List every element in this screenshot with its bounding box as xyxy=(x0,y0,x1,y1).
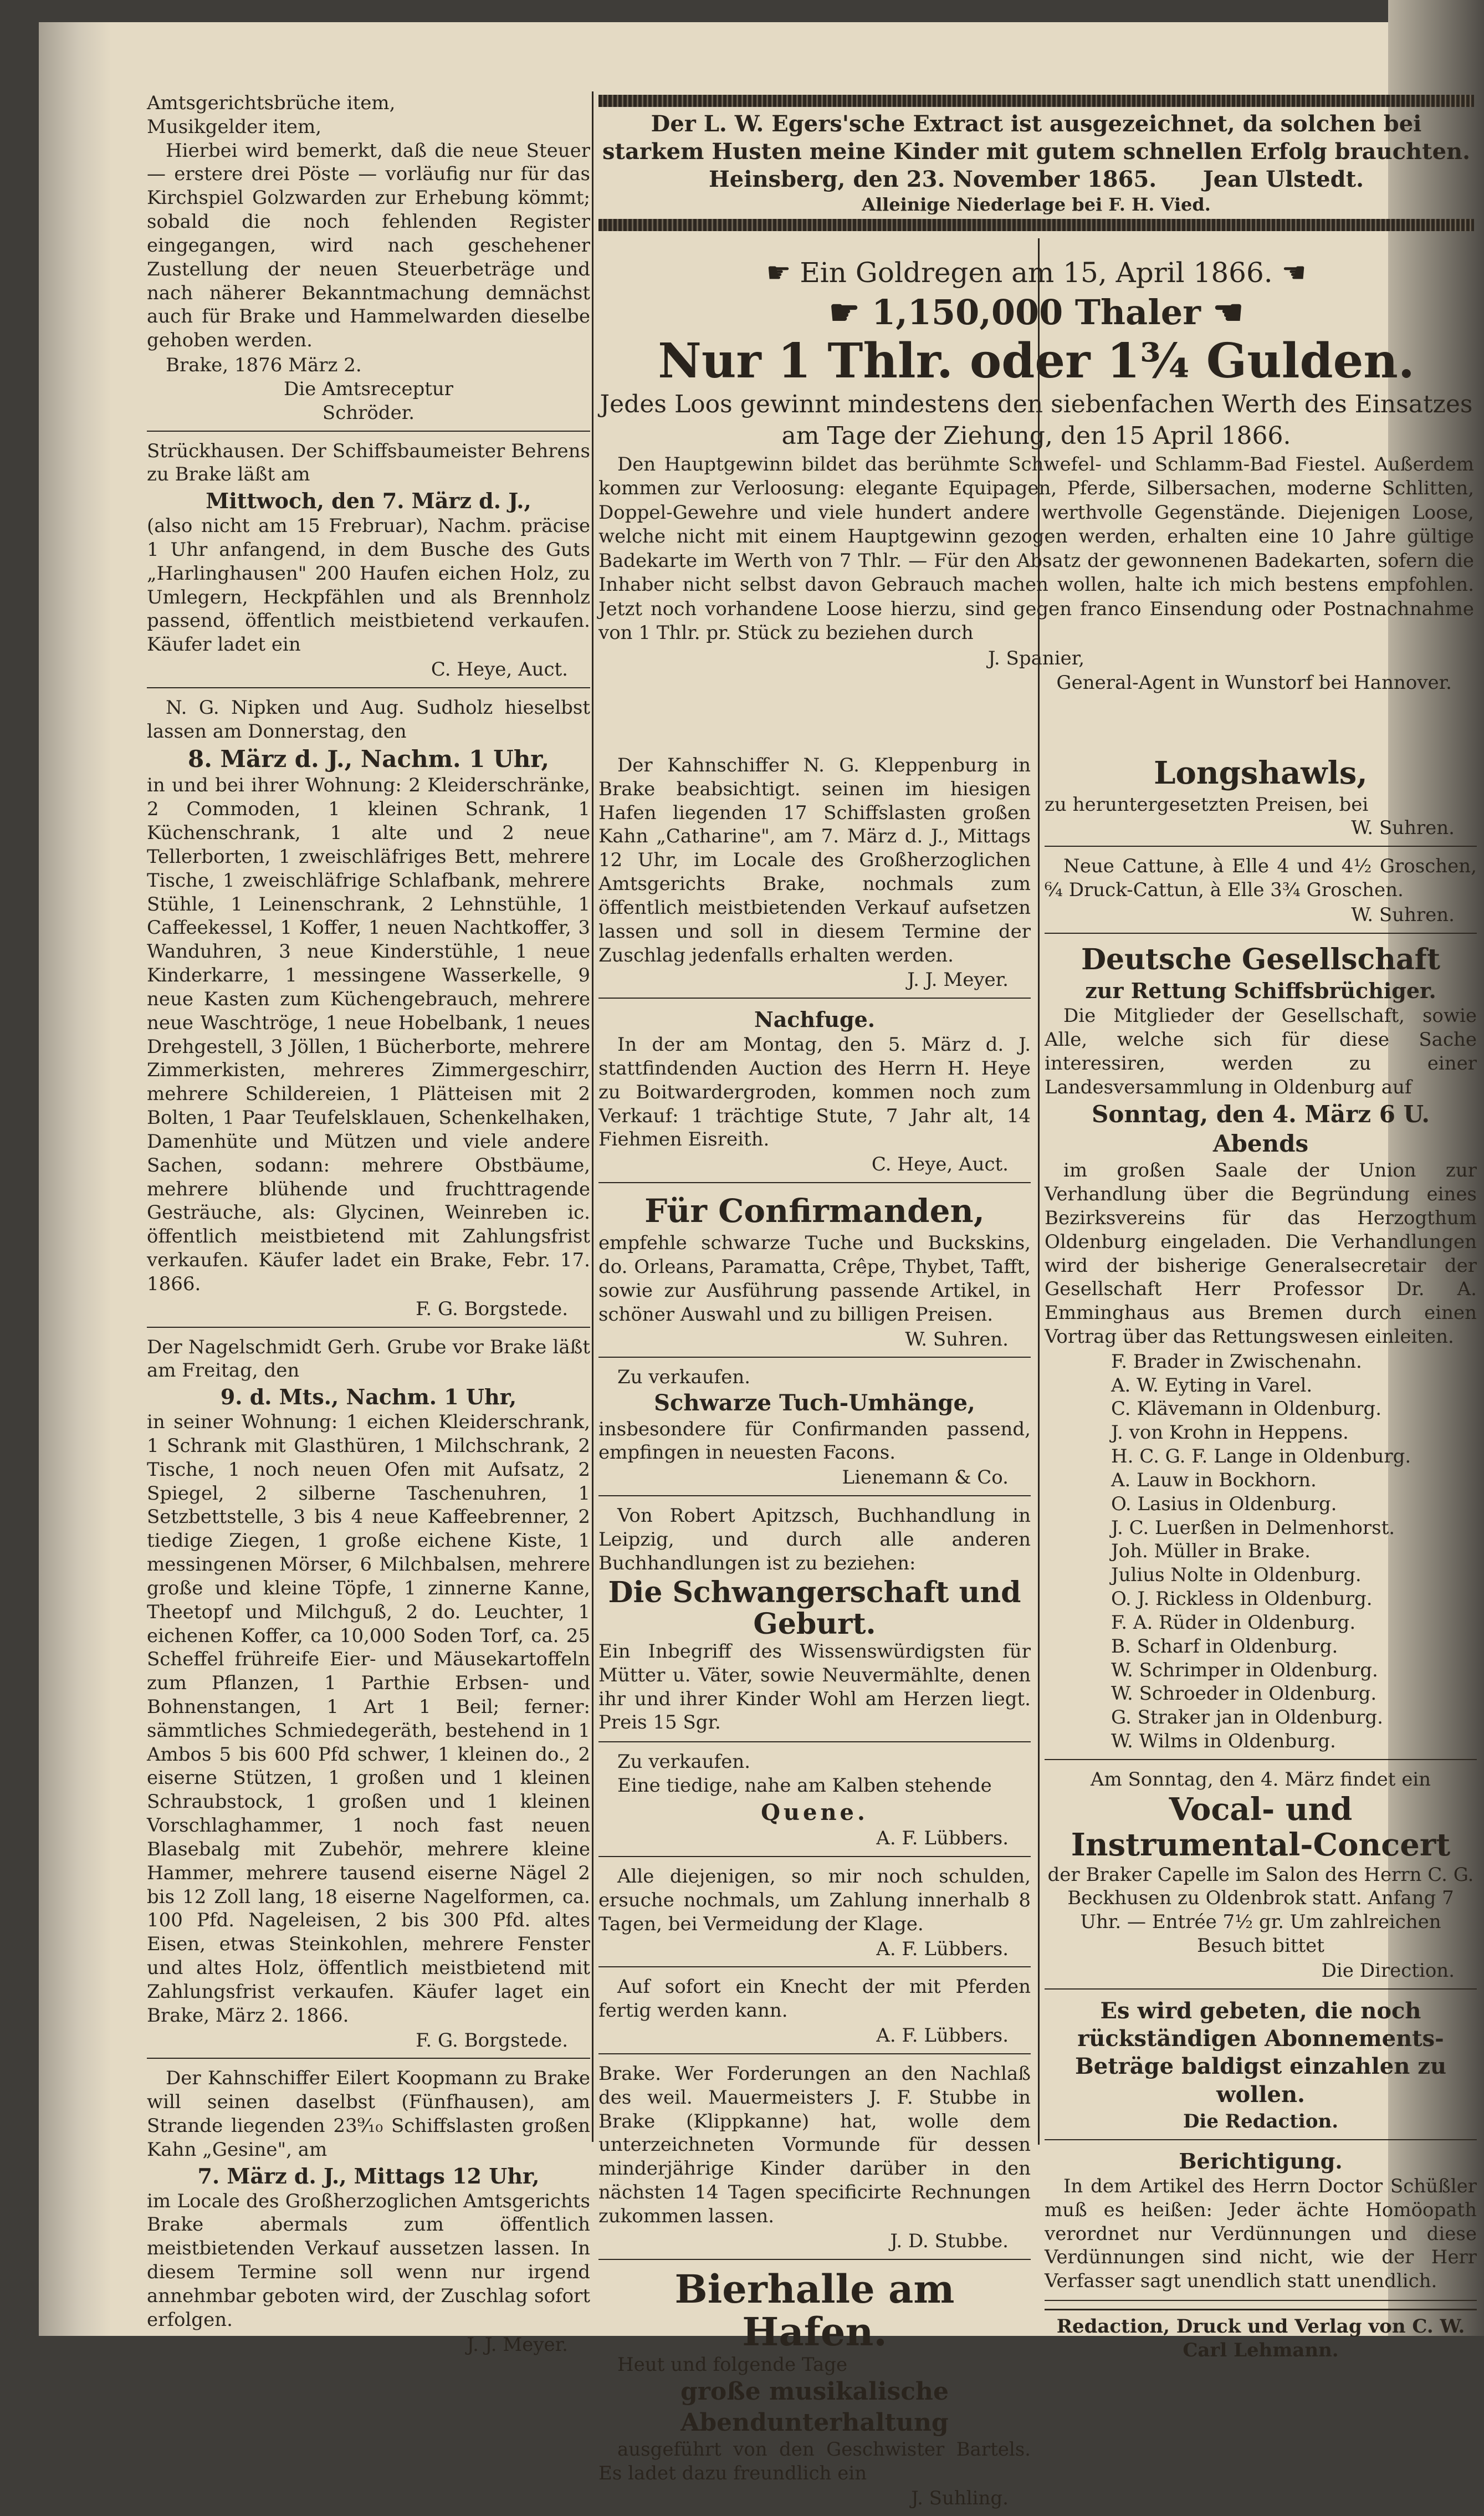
signatory-name: J. von Krohn in Heppens. xyxy=(1111,1421,1349,1444)
ad-intro: Zu verkaufen. xyxy=(617,1751,751,1773)
ad-heading: Longshawls, xyxy=(1154,755,1368,791)
goldregen-ad xyxy=(598,255,1474,748)
notice-heading: 9. d. Mts., Nachm. 1 Uhr, xyxy=(220,1384,517,1410)
ad-body: im großen Saale der Union zur Verhandlung über die Begründung eines Bezirksvereins für das Herzogthum Oldenburg eingeladen. Die Verhandlungen wird der bisherige Generalsecretair der Gesellschaft Herr Professor Dr. A. Emminghaus aus Bremen durch einen Vortrag über das Rettungswesen einleiten. xyxy=(1045,1159,1477,1348)
ad-intro: Am Sonntag, den 4. März findet ein xyxy=(1090,1768,1431,1791)
notice-line: Musikgelder item, xyxy=(147,115,322,138)
ad-line: Heinsberg, den 23. November 1865. Jean Ulstedt. xyxy=(709,166,1364,192)
notice-intro: Strückhausen. Der Schiffsbaumeister Behrens zu Brake läßt am xyxy=(147,439,590,486)
ad-body: Die Mitglieder der Gesellschaft, sowie Alle, welche sich für diese Sache interessiren, werden zu einer Landesversammlung in Oldenburg auf xyxy=(1045,1005,1477,1098)
notice-heading: Mittwoch, den 7. März d. J., xyxy=(206,488,531,514)
ad-signature: W. Suhren. xyxy=(1351,903,1455,926)
notice-signature: Die Redaction. xyxy=(1183,2110,1339,2133)
ad-body: empfehle schwarze Tuche und Buckskins, do. Orleans, Paramatta, Crêpe, Thybet, Tafft, sowie zur Ausführung passende Artikel, in schöner Auswahl und zu billigen Preisen. xyxy=(598,1232,1031,1326)
signatory-name: O. J. Rickless in Oldenburg. xyxy=(1111,1588,1373,1610)
ad-signature: W. Suhren. xyxy=(1351,817,1455,840)
notice-body: Auf sofort ein Knecht der mit Pferden fertig werden kann. xyxy=(598,1976,1031,2022)
notice-signature: Die Amtsreceptur xyxy=(283,377,454,400)
signatory-name: O. Lasius in Oldenburg. xyxy=(1111,1492,1337,1515)
notice-line: Amtsgerichtsbrüche item, xyxy=(147,92,396,114)
ad-heading: große musikalische Abendunterhaltung xyxy=(680,2377,949,2437)
notice-signature: J. D. Stubbe. xyxy=(890,2229,1009,2252)
ad-signature: Die Direction. xyxy=(1321,1959,1455,1982)
ad-subheading: zur Rettung Schiffsbrüchiger. xyxy=(1085,978,1436,1004)
ad-heading: Bierhalle am Hafen. xyxy=(674,2266,955,2355)
notice-date: Brake, 1876 März 2. xyxy=(166,354,362,377)
notice-intro: N. G. Nipken und Aug. Sudholz hieselbst lassen am Donnerstag, den xyxy=(147,696,590,743)
notice-heading: 8. März d. J., Nachm. 1 Uhr, xyxy=(188,745,549,773)
notice-schulden xyxy=(598,1865,1031,1967)
ad-intro: Von Robert Apitzsch, Buchhandlung in Leipzig, und durch alle anderen Buchhandlungen ist zu beziehen: xyxy=(598,1505,1031,1574)
notice-body: in seiner Wohnung: 1 eichen Kleiderschrank, 1 Schrank mit Glasthüren, 1 Milchschrank, 2 Tische, 1 noch neuen Ofen mit Aufsatz, 2 Spiegel, 2 silberne Taschenuhren, 1 Setzbettstelle, 3 bis 4 neue Kaffeebrenner, 2 tiedige Ziegen, 1 große eichene Kiste, 1 messingenen Mörser, 6 Milchbalsen, mehrere große und kleine Töpfe, 1 zinnerne Kanne, Theetopf und Milchguß, 2 do. Leuchter, 1 eichenen Koffer, ca 10,000 Soden Torf, ca. 25 Scheffel frühreife Eier- und Mäusekartoffeln zum Pflanzen, 1 Parthie Erbsen- und Bohnenstangen, 1 Art 1 Beil; ferner: sämmtliches Schmiedegeräth, bestehend in 1 Ambos 5 bis 600 Pfd schwer, 1 kleinen do., 2 eiserne Stützen, 1 großen und 1 kleinen Schraubstock, 1 großen und 1 kleinen Vorschlaghammer, 1 noch fast neuen Blasebalg mit Zubehör, mehrere kleine Hammer, mehrere tausend eiserne Nägel 2 bis 12 Zoll lang, 18 eiserne Nagelformen, ca. 100 Pfd. Nageleisen, 2 bis 300 Pfd. altes Eisen, etwas Steinkohlen, mehrere Fenster und altes Holz, öffentlich meistbietend mit Zahlungsfrist verkaufen. Käufer laget ein Brake, März 2. 1866. xyxy=(147,1411,590,2027)
notice-body: Brake. Wer Forderungen an den Nachlaß des weil. Mauermeisters J. F. Stubbe in Brake (Klippkanne) hat, wolle dem unterzeichneten Vormunde für dessen minderjährige Kinder darüber in den nächsten 14 Tagen specificirte Rechnungen zukommen lassen. xyxy=(598,2062,1031,2227)
ad-body: Neue Cattune, à Elle 4 und 4½ Groschen, ⁶⁄₄ Druck-Cattun, à Elle 3¾ Groschen. xyxy=(1045,855,1477,902)
column-rule-left xyxy=(592,91,593,2142)
ad-line: starkem Husten meine Kinder mit gutem schnellen Erfolg brauchten. xyxy=(602,139,1471,165)
notice-grube xyxy=(147,1336,590,2059)
ad-intro: Heut und folgende Tage xyxy=(617,2353,848,2376)
notice-body: In der am Montag, den 5. März d. J. stattfindenden Auction des Herrn H. Heye zu Boitwardergroden, kommen noch zum Verkauf: 1 trächtige Stute, 7 Jahr alt, 14 Fiehmen Eisreith. xyxy=(598,1034,1031,1151)
pointing-hand-icon: ☛ xyxy=(766,257,791,289)
notice-signature: F. G. Borgstede. xyxy=(416,2029,568,2052)
ad-longshawls xyxy=(1045,754,1477,847)
ad-heading: Deutsche Gesellschaft xyxy=(1081,942,1441,976)
notice-knecht xyxy=(598,1975,1031,2054)
signatory-name: Julius Nolte in Oldenburg. xyxy=(1111,1564,1362,1587)
signatory-name: W. Wilms in Oldenburg. xyxy=(1111,1730,1336,1753)
signatory-name: J. C. Luerßen in Delmenhorst. xyxy=(1111,1516,1395,1539)
ad-heading: Schwarze Tuch-Umhänge, xyxy=(654,1390,975,1416)
column-3 xyxy=(1045,754,1477,2361)
notice-signature: F. G. Borgstede. xyxy=(416,1297,568,1320)
egers-extract-ad xyxy=(598,91,1474,241)
ad-body: ausgeführt von den Geschwister Bartels. Es ladet dazu freundlich ein xyxy=(598,2438,1031,2485)
signatory-name: F. Brader in Zwischenahn. xyxy=(1111,1350,1362,1373)
ad-body: Den Hauptgewinn bildet das berühmte Schwefel- und Schlamm-Bad Fiestel. Außerdem kommen zur Verloosung: elegante Equipagen, Pferde, Silbersachen, moderne Schlitten, Doppel-Gewehre und viele hundert andere werthvolle Gegenstände. Diejenigen Loose, welche nicht mit einem Hauptgewinn gezogen werden, erhalten eine 10 Jahre gültige Badekarte im Werth von 7 Thlr. — Für den Absatz der gewonnenen Badekarten, sofern die Inhaber nicht selbst davon Gebrauch machen wollen, halte ich mich bestens empfohlen. Jetzt noch vorhandene Loose hierzu, sind gegen franco Einsendung oder Postnachnahme von 1 Thlr. pr. Stück zu beziehen durch xyxy=(598,453,1474,645)
column-2 xyxy=(598,754,1031,2509)
ad-body: Ein Inbegriff des Wissenswürdigsten für Mütter u. Väter, sowie Neuvermählte, denen ihr und ihrer Kinder Wohl am Herzen liegt. Preis 15 Sgr. xyxy=(598,1640,1031,1734)
notice-heading: 7. März d. J., Mittags 12 Uhr, xyxy=(197,2163,540,2188)
ad-signature: J. Suhling. xyxy=(911,2487,1009,2509)
page-gutter xyxy=(39,22,111,2336)
notice-body: Der Kahnschiffer N. G. Kleppenburg in Brake beabsichtigt. seinen im hiesigen Hafen liegenden 17 Schiffslasten großen Kahn „Catharine", am 7. März d. J., Mittags 12 Uhr, im Locale des Großherzoglichen Amtsgerichts Brake, nochmals zum öffentlich meistbietenden Verkauf aufsetzen lassen und soll in diesem Termine der Zuschlag jedenfalls erhalten werden. xyxy=(598,754,1031,966)
signatory-name: A. W. Eyting in Varel. xyxy=(1111,1374,1313,1397)
notice-intro: Der Kahnschiffer Eilert Koopmann zu Brake will seinen daselbst (Fünfhausen), am Strande liegenden 23⁹⁄₁₀ Schiffslasten großen Kahn „Gesine", am xyxy=(147,2067,590,2161)
notice-signature: J. J. Meyer. xyxy=(467,2333,568,2356)
ad-line: ☛ Ein Goldregen am 15, April 1866. ☚ xyxy=(766,257,1307,289)
notice-body: (also nicht am 15 Frebruar), Nachm. präcise 1 Uhr anfangend, in dem Busche des Guts „Harlinghausen" 200 Haufen eichen Holz, zu Umlegern, Heckpfählen und als Brennholz passend, öffentlich meistbietend verkaufen. Käufer ladet ein xyxy=(147,515,590,656)
ad-signature: Lienemann & Co. xyxy=(842,1466,1009,1489)
notice-body: Hierbei wird bemerkt, daß die neue Steuer — erstere drei Pöste — vorläufig nur für das Kirchspiel Golzwarden zur Erhebung kömmt; sobald die noch fehlenden Register eingegangen, wird nach geschehener Zustellung der neuen Steuerbeträge und nach näherer Bekanntmachung demnächst auch für Brake und Hammelwarden dieselbe gehoben werden. xyxy=(147,139,590,352)
signatory-name: B. Scharf in Oldenburg. xyxy=(1111,1635,1338,1658)
ad-subline: Jedes Loos gewinnt mindestens den siebenfachen Werth des Einsatzes am Tage der Ziehung, den 15 April 1866. xyxy=(600,390,1473,450)
signatory-name: W. Schrimper in Oldenburg. xyxy=(1111,1659,1378,1681)
notice-signature: A. F. Lübbers. xyxy=(876,1937,1009,1960)
notice-signature: A. F. Lübbers. xyxy=(876,2024,1009,2047)
signatory-name: W. Schroeder in Oldenburg. xyxy=(1111,1683,1377,1705)
pointing-hand-icon: ☚ xyxy=(1281,257,1307,289)
notice-signature: C. Heye, Auct. xyxy=(871,1153,1009,1176)
signatory-name: Joh. Müller in Brake. xyxy=(1111,1540,1311,1563)
ad-intro: Zu verkaufen. xyxy=(617,1366,751,1389)
ad-headline: Nur 1 Thlr. oder 1¾ Gulden. xyxy=(658,333,1415,390)
notice-body: in und bei ihrer Wohnung: 2 Kleiderschränke, 2 Commoden, 1 kleinen Schrank, 1 Küchenschrank, 1 alte und 2 neue Tellerborten, 1 zweischläfriges Bett, mehrere Tische, 1 zweischläfrige Schlafbank, mehrere Stühle, 1 Leinenschrank, 2 Lehnstühle, 1 Caffeekessel, 1 Koffer, 1 neuen Nachtkoffer, 3 Wanduhren, 3 neue Kinderstühle, 1 neue Kinderkarre, 1 messingene Wasserkelle, 9 neue Kasten zum Küchengebrauch, mehrere neue Waschtröge, 1 neue Hobelbank, 1 neues Drehgestell, 3 Jöllen, 1 Bücherborte, mehrere Zimmerkisten, mehreres Zimmergeschirr, mehrere Schildereien, 1 Plätteisen mit 2 Bolten, 1 Paar Teufelsklauen, Schenkelhaken, Damenhüte und Mützen und viele andere Sachen, sodann: mehrere Obstbäume, mehrere blühende und fruchttragende Gesträuche, als: Glycinen, Weinreben ic. öffentlich meistbietend mit Zahlungsfrist verkaufen. Käufer ladet ein Brake, Febr. 17. 1866. xyxy=(147,774,590,1295)
ad-quene xyxy=(598,1750,1031,1857)
ad-body: insbesondere für Confirmanden passend, empfingen in neuesten Facons. xyxy=(598,1418,1031,1464)
ad-tuch-umhaenge xyxy=(598,1366,1031,1496)
ad-bierhalle xyxy=(598,2268,1031,2516)
ad-heading: Die Schwangerschaft und Geburt. xyxy=(608,1575,1021,1641)
notice-signature: Schröder. xyxy=(322,401,415,424)
column-1 xyxy=(147,91,590,2356)
ad-headline: ☛ 1,150,000 Thaler ☚ xyxy=(828,292,1244,333)
ad-confirmanden xyxy=(598,1191,1031,1358)
notice-heading: Nachfuge. xyxy=(754,1007,876,1032)
notice-body: Alle diejenigen, so mir noch schulden, ersuche nochmals, um Zahlung innerhalb 8 Tagen, bei Vermeidung der Klage. xyxy=(598,1865,1031,1935)
notice-signature: J. J. Meyer. xyxy=(907,969,1009,991)
notice-body: im Locale des Großherzoglichen Amtsgerichts Brake abermals zum öffentlich meistbietenden Verkauf aussetzen lassen. In diesem Termine soll wenn nur irgend annehmbar geboten wird, der Zuschlag sofort erfolgen. xyxy=(147,2190,590,2331)
ad-body: Eine tiedige, nahe am Kalben stehende xyxy=(617,1775,992,1797)
ornament-bar xyxy=(598,95,1474,107)
signatory-name: C. Klävemann in Oldenburg. xyxy=(1111,1398,1382,1420)
signatory-list xyxy=(1045,1350,1477,1753)
notice-signature: C. Heye, Auct. xyxy=(431,658,568,681)
ad-signature: General-Agent in Wunstorf bei Hannover. xyxy=(1056,671,1452,694)
ad-line: Alleinige Niederlage bei F. H. Vied. xyxy=(862,194,1211,215)
notice-heading: Berichtigung. xyxy=(1179,2149,1343,2174)
notice-kleppenburg xyxy=(598,754,1031,999)
ad-signature: W. Suhren. xyxy=(905,1328,1009,1351)
ad-heading: Für Confirmanden, xyxy=(644,1192,985,1230)
ad-body: zu heruntergesetzten Preisen, bei xyxy=(1045,793,1369,816)
ad-body: der Braker Capelle im Salon des Herrn C. G. Beckhusen zu Oldenbrok statt. Anfang 7 Uhr. — Entrée 7½ gr. Um zahlreichen Besuch bittet xyxy=(1047,1863,1474,1957)
ad-line: Der L. W. Egers'sche Extract ist ausgezeichnet, da solchen bei xyxy=(651,111,1422,137)
notice-abonnement xyxy=(1045,1997,1477,2140)
signatory-name: G. Straker jan in Oldenburg. xyxy=(1111,1706,1383,1729)
notice-behrens xyxy=(147,439,590,688)
signatory-name: A. Lauw in Bockhorn. xyxy=(1111,1469,1317,1491)
notice-berichtigung xyxy=(1045,2148,1477,2301)
ad-signature: A. F. Lübbers. xyxy=(876,1827,1009,1850)
notice-nachfuge xyxy=(598,1006,1031,1183)
ornament-bar xyxy=(598,219,1474,231)
notice-koopmann xyxy=(147,2067,590,2362)
pointing-hand-icon: ☚ xyxy=(1212,292,1244,333)
ad-concert xyxy=(1045,1768,1477,1990)
notice-nipken xyxy=(147,696,590,1328)
ad-heading: Quene. xyxy=(761,1799,868,1825)
notice-body: In dem Artikel des Herrn Doctor Schüßler muß es heißen: Jeder ächte Homöopath verordnet nur Verdünnungen und diese Verdünnungen sind nicht, wie der Herr Verfasser sagt unendlich statt unendlich. xyxy=(1045,2175,1477,2293)
signatory-name: F. A. Rüder in Oldenburg. xyxy=(1111,1611,1356,1634)
ad-heading: Vocal- und Instrumental-Concert xyxy=(1071,1791,1451,1864)
notice-amtsreceptur xyxy=(147,91,590,432)
ad-signature: J. Spanier, xyxy=(987,647,1085,669)
imprint: Redaction, Druck und Verlag von C. W. Carl Lehmann. xyxy=(1045,2309,1477,2362)
ad-cattune xyxy=(1045,855,1477,933)
notice-stubbe xyxy=(598,2062,1031,2260)
pointing-hand-icon: ☛ xyxy=(828,292,860,333)
signatory-name: H. C. G. F. Lange in Oldenburg. xyxy=(1111,1445,1411,1468)
notice-heading: Es wird gebeten, die noch rückständigen Abonnements-Beträge baldigst einzahlen zu wollen. xyxy=(1074,1997,1447,2108)
notice-intro: Der Nagelschmidt Gerh. Grube vor Brake läßt am Freitag, den xyxy=(147,1336,590,1382)
ad-rettung xyxy=(1045,942,1477,1760)
ad-date: Sonntag, den 4. März 6 U. Abends xyxy=(1092,1101,1430,1158)
ad-schwangerschaft xyxy=(598,1504,1031,1742)
